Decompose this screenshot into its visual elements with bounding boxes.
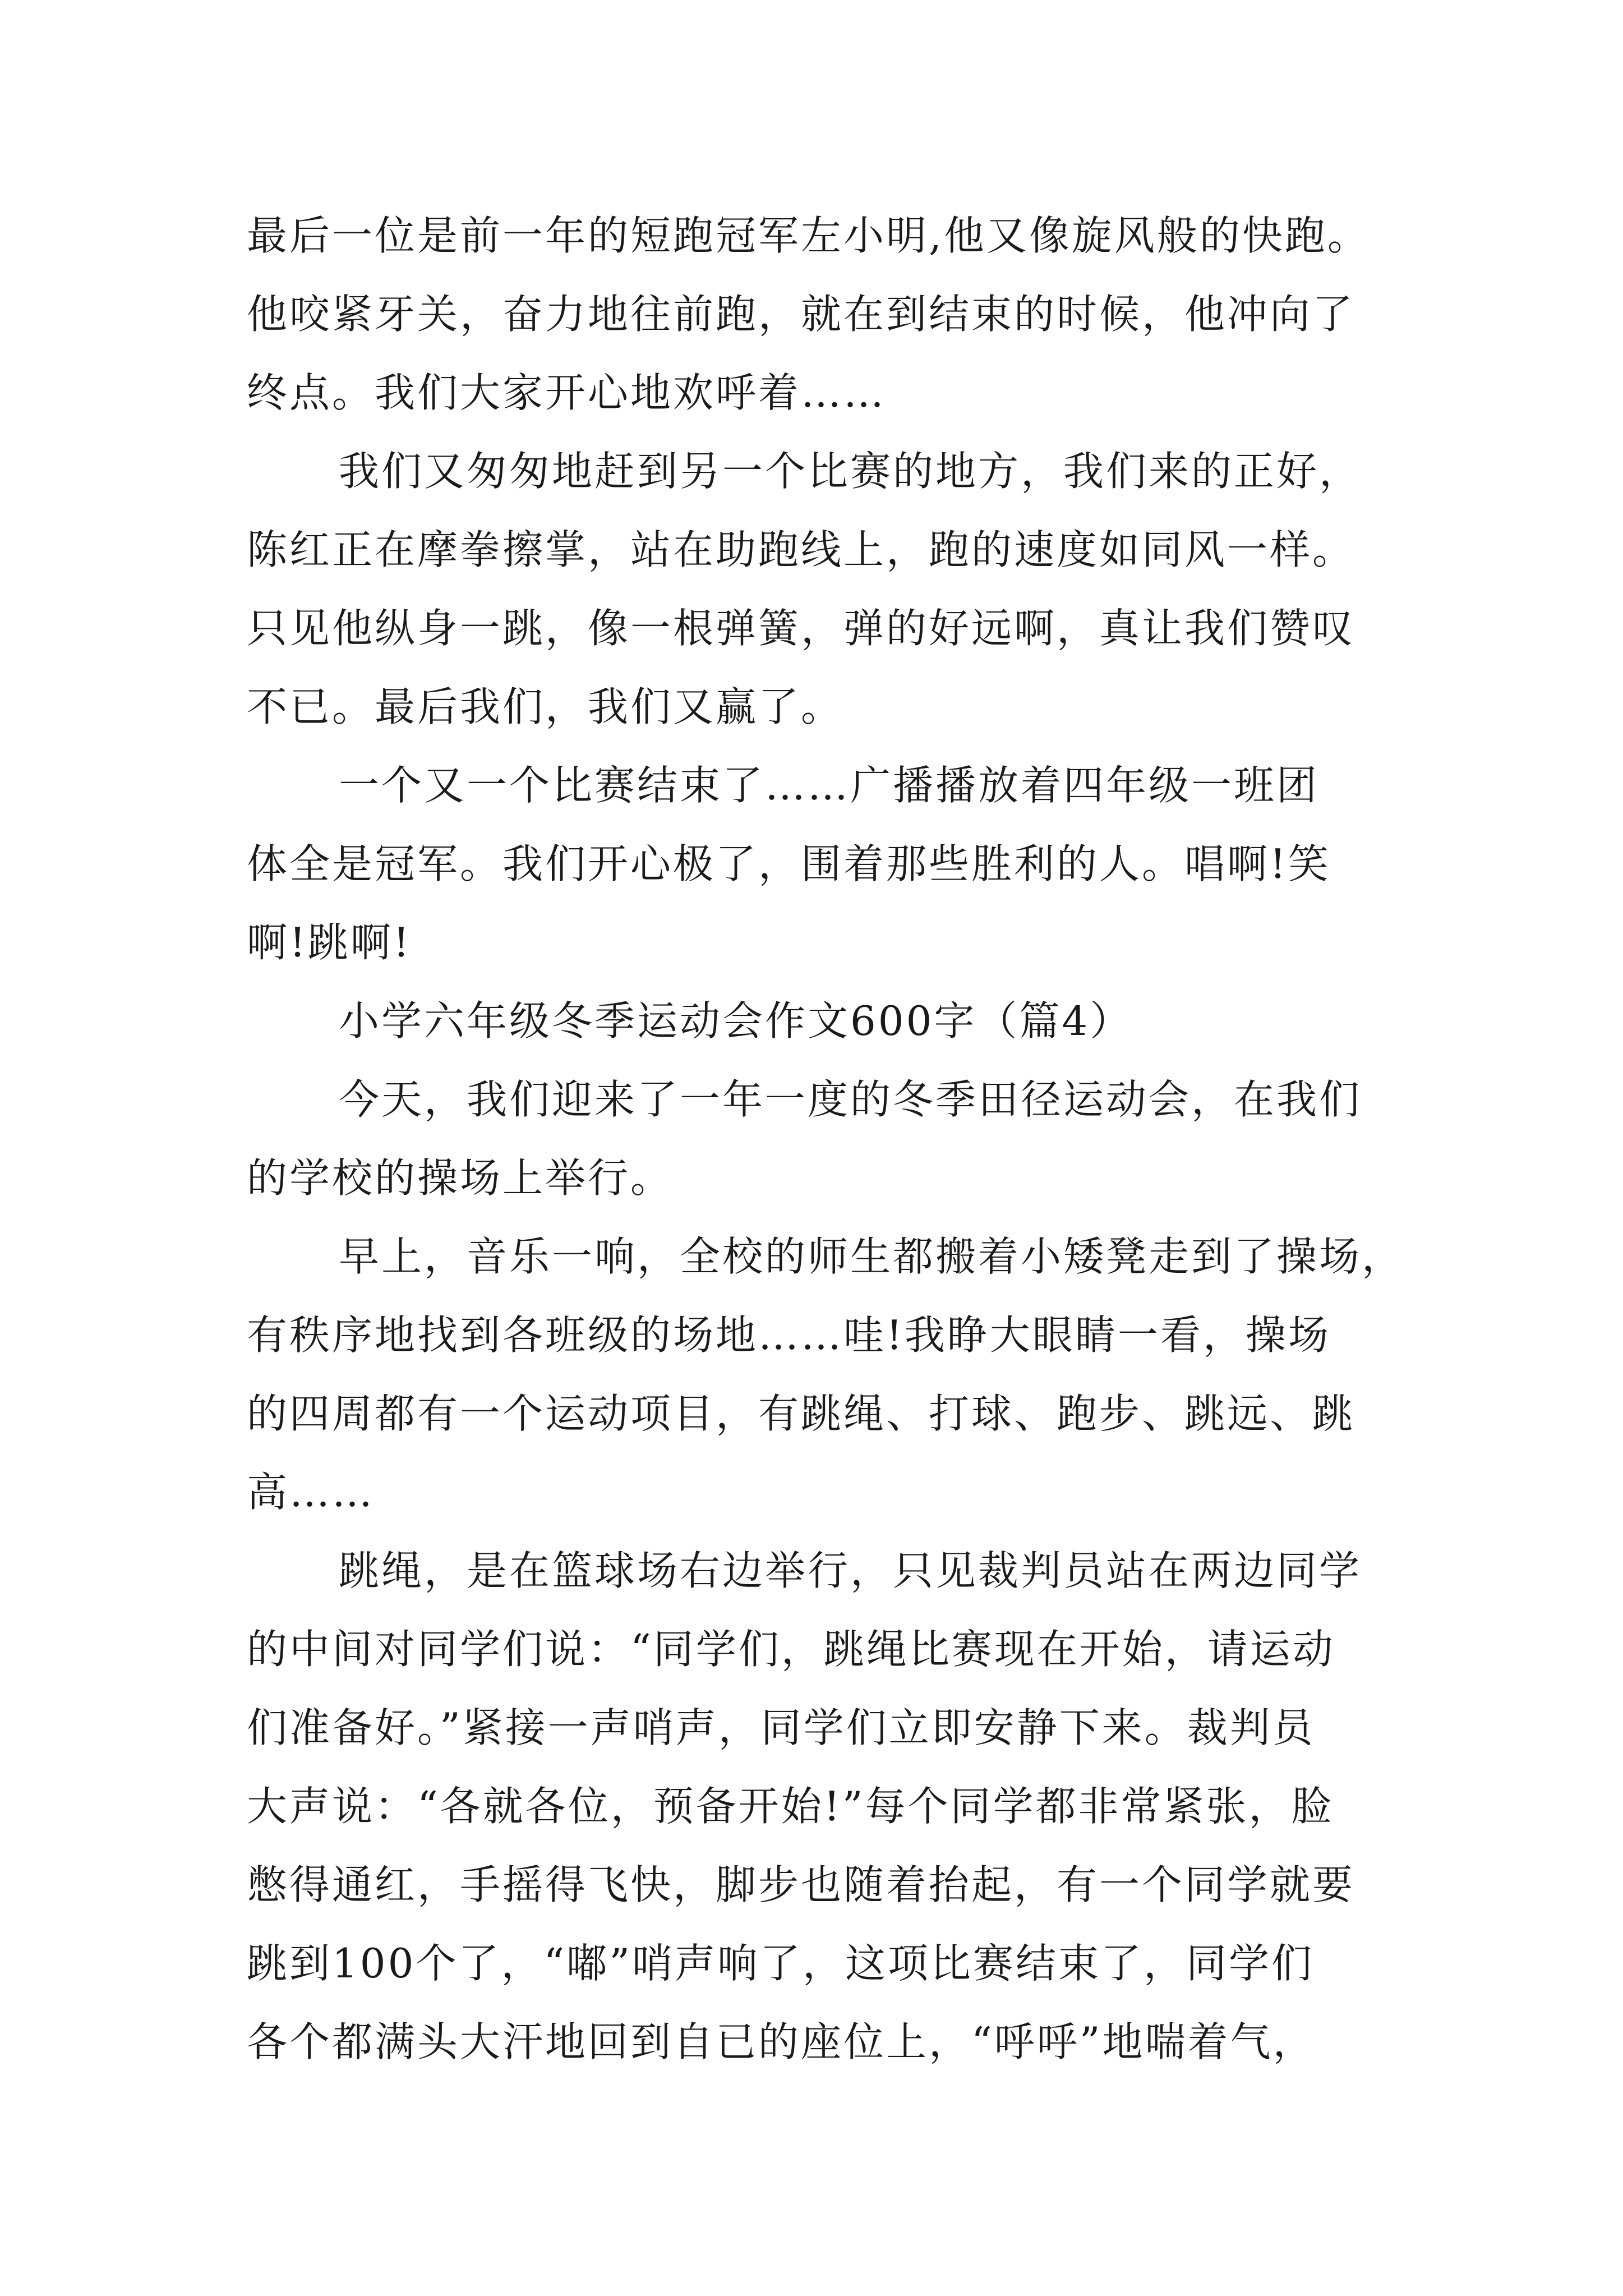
text-line: 不已。最后我们，我们又赢了。 [247,683,844,730]
text-line: 各个都满头大汗地回到自已的座位上，“呼呼”地喘着气， [247,2018,1316,2065]
text-line: 一个又一个比赛结束了……广播播放着四年级一班团 [339,762,1320,809]
text-line: 跳到100个了，“嘟”哨声响了，这项比赛结束了，同学们 [247,1940,1315,1987]
text-line: 终点。我们大家开心地欢呼着…… [247,369,887,416]
text-line: 只见他纵身一跳，像一根弹簧，弹的好远啊，真让我们赞叹 [247,605,1355,652]
text-line: 大声说：“各就各位，预备开始!”每个同学都非常紧张，脸 [247,1783,1334,1830]
text-line: 他咬紧牙关，奋力地往前跑，就在到结束的时候，他冲向了 [247,291,1355,338]
text-line: 陈红正在摩拳擦掌，站在助跑线上，跑的速度如同风一样。 [247,526,1355,573]
text-line: 的四周都有一个运动项目，有跳绳、打球、跑步、跳远、跳 [247,1390,1355,1437]
text-line: 跳绳，是在篮球场右边举行，只见裁判员站在两边同学 [339,1547,1362,1594]
text-line: 最后一位是前一年的短跑冠军左小明,他又像旋风般的快跑。 [247,212,1370,259]
section-heading: 小学六年级冬季运动会作文600字（篇4） [339,997,1133,1045]
text-line: 今天，我们迎来了一年一度的冬季田径运动会，在我们 [339,1076,1362,1123]
text-line: 我们又匆匆地赶到另一个比赛的地方，我们来的正好， [339,448,1362,495]
text-line: 们准备好。”紧接一声哨声，同学们立即安静下来。裁判员 [247,1704,1315,1751]
text-line: 高…… [247,1469,375,1516]
text-line: 憋得通红，手摇得飞快，脚步也随着抬起，有一个同学就要 [247,1861,1355,1908]
text-line: 体全是冠军。我们开心极了，围着那些胜利的人。唱啊!笑 [247,840,1331,887]
text-line: 的学校的操场上举行。 [247,1154,674,1202]
text-line: 早上，音乐一响，全校的师生都搬着小矮凳走到了操场， [339,1233,1405,1280]
text-line: 啊!跳啊! [247,919,412,966]
text-line: 有秩序地找到各班级的场地……哇!我睁大眼睛一看，操场 [247,1312,1331,1359]
text-line: 的中间对同学们说：“同学们，跳绳比赛现在开始，请运动 [247,1626,1335,1673]
